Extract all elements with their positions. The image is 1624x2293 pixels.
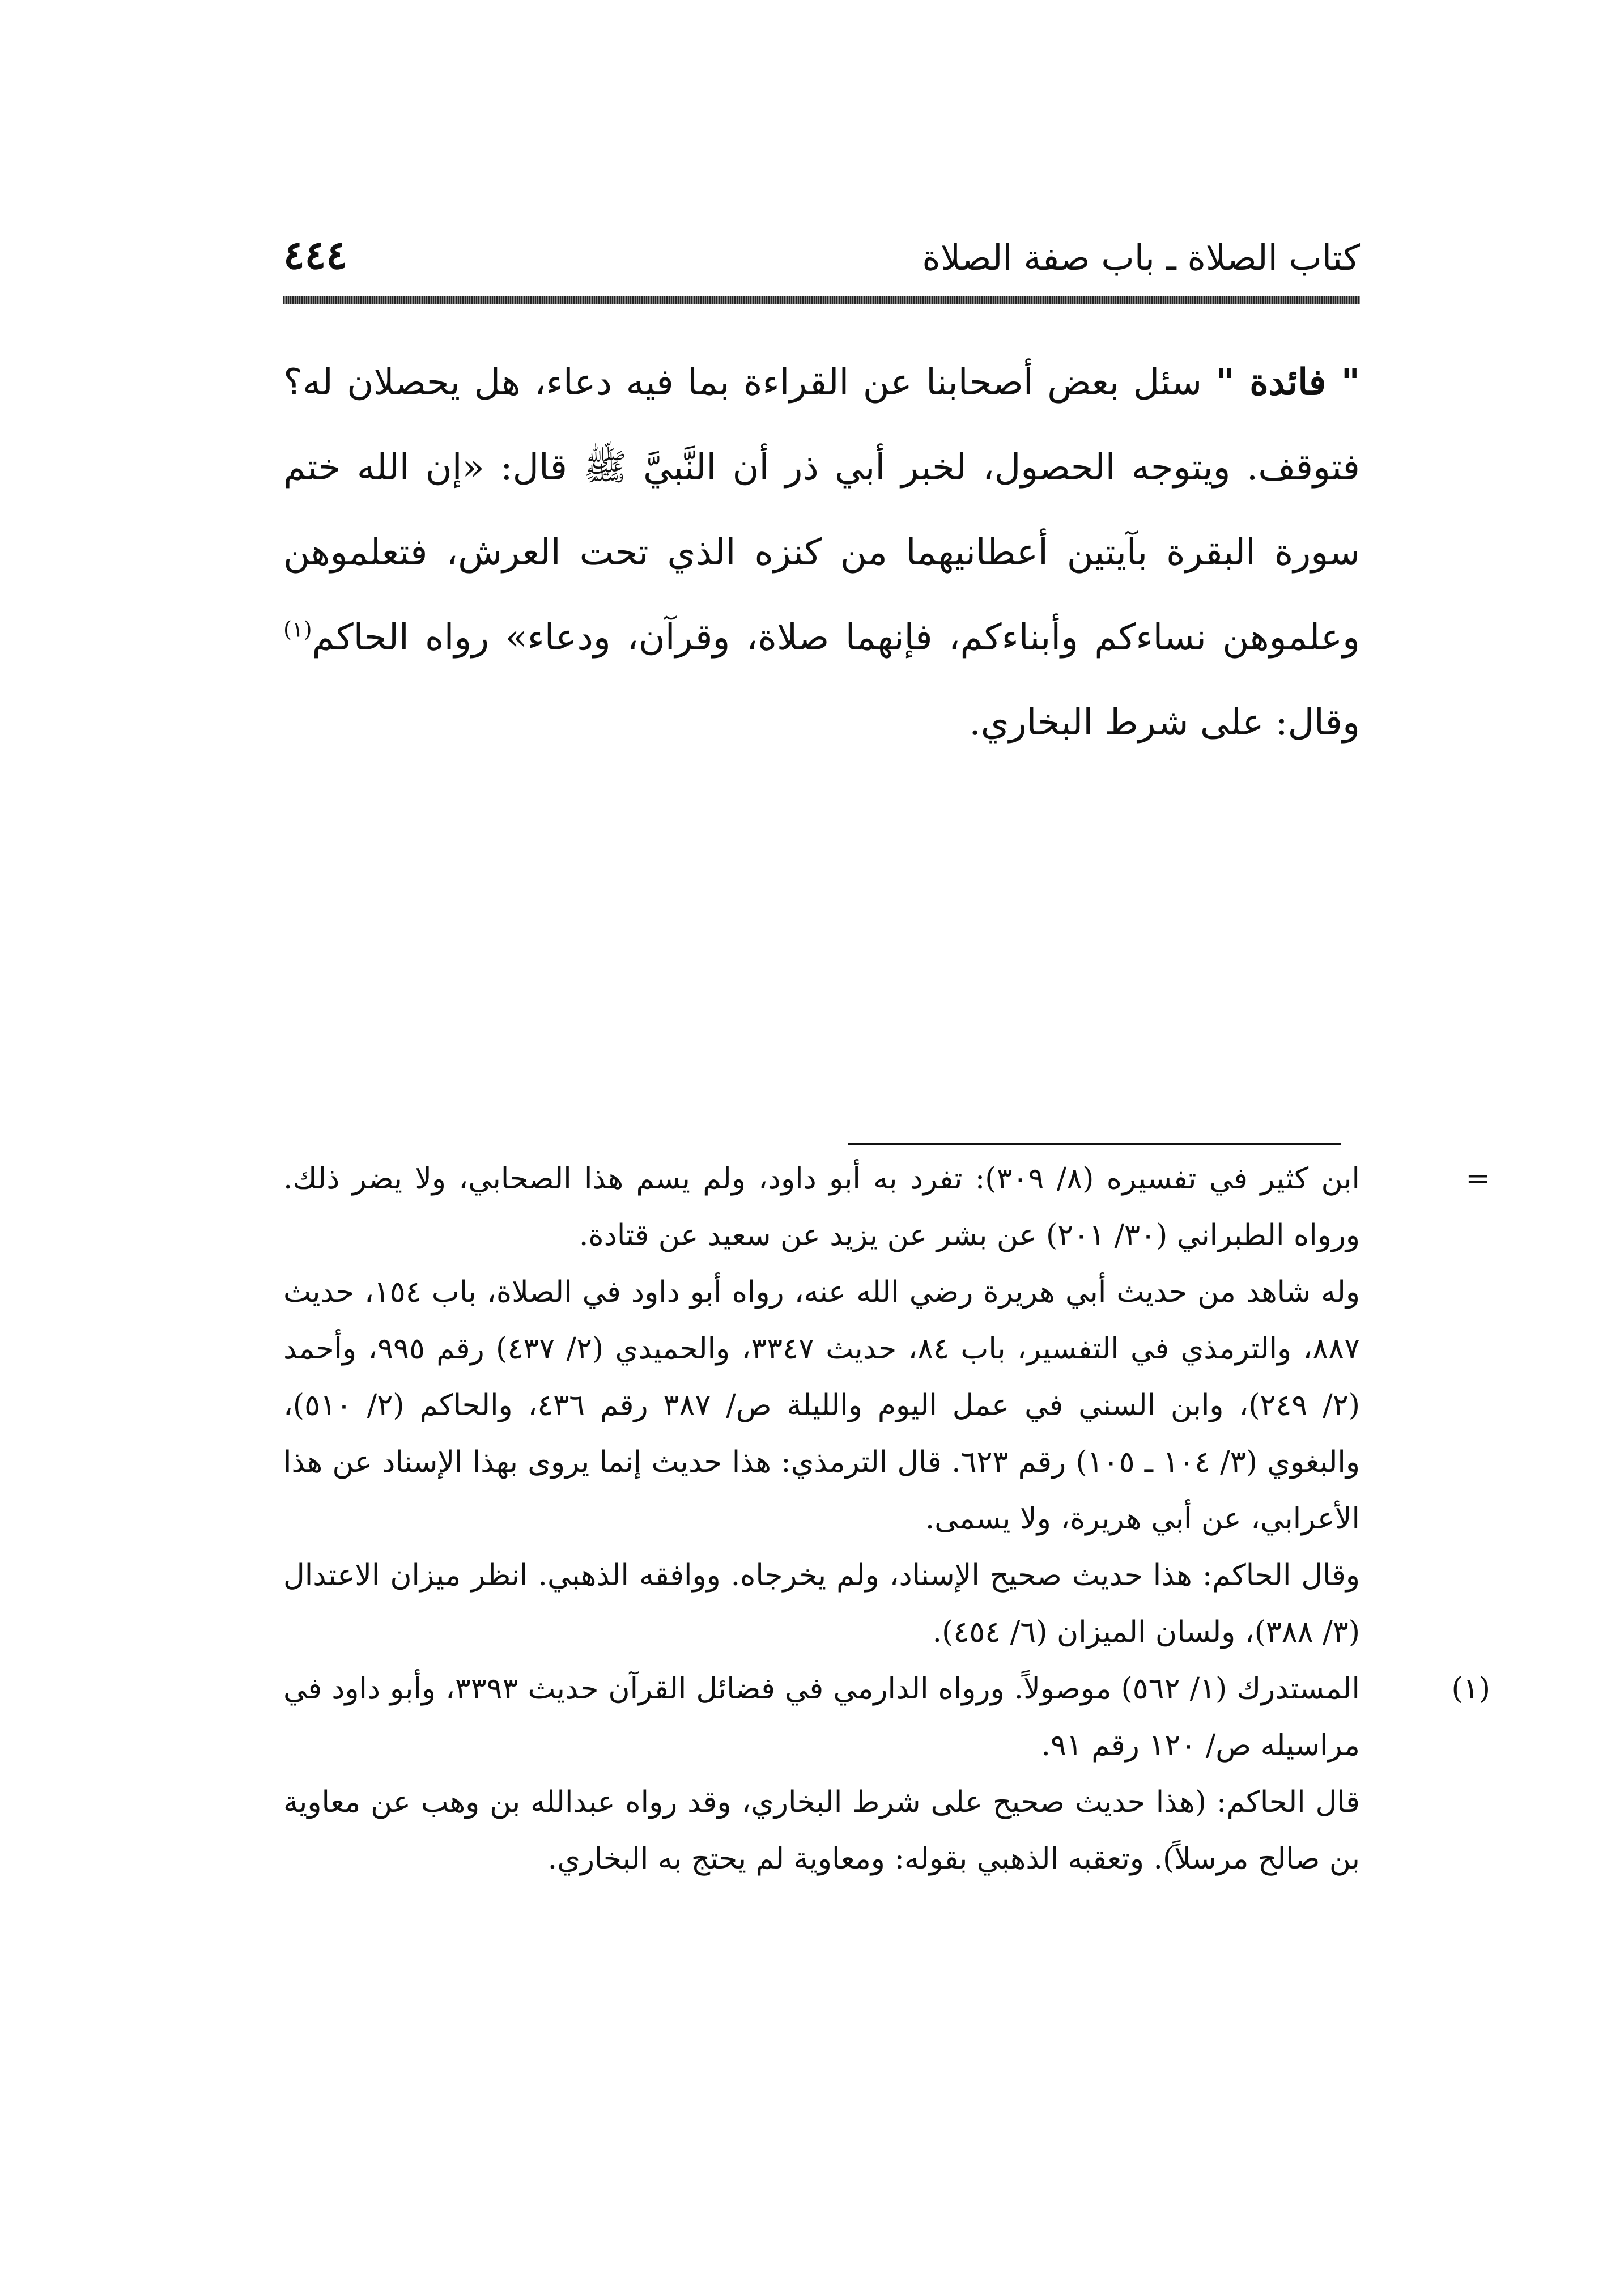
footnote-separator [848, 1143, 1341, 1145]
footnote-paragraph: وله شاهد من حديث أبي هريرة رضي الله عنه، رواه أبو داود في الصلاة، باب ١٥٤، حديث ٨٨٧، والترمذي في التفسير، باب ٨٤، حديث ٣٣٤٧، والحميدي (٢/ ٤٣٧) رقم ٩٩٥، وأحمد (٢/ ٢٤٩)، وابن السني في عمل اليوم والليلة ص/ ٣٨٧ رقم ٤٣٦، والحاكم (٢/ ٥١٠)، والبغوي (٣/ ١٠٤ ـ ١٠٥) رقم ٦٢٣. قال الترمذي: هذا حديث إنما يروى بهذا الإسناد عن هذا الأعرابي، عن أبي هريرة، ولا يسمى. [283, 1275, 1361, 1536]
footnote-1 [283, 1661, 1490, 1887]
benefit-paragraph [283, 340, 1360, 765]
footnote-reference: (١) [283, 617, 312, 643]
running-header [283, 227, 1360, 295]
benefit-text-end: وقال: على شرط البخاري. [969, 702, 1360, 744]
footnote-paragraph: ابن كثير في تفسيره (٨/ ٣٠٩): تفرد به أبو داود، ولم يسم هذا الصحابي، ولا يضر ذلك. ورواه الطبراني (٣٠/ ٢٠١) عن بشر عن يزيد عن سعيد عن قتادة. [283, 1162, 1360, 1252]
chapter-title: كتاب الصلاة ـ باب صفة الصلاة [922, 237, 1360, 278]
footnote-paragraph: قال الحاكم: (هذا حديث صحيح على شرط البخاري، وقد رواه عبدالله بن وهب عن معاوية بن صالح مرسلاً). وتعقبه الذهبي بقوله: ومعاوية لم يحتج به البخاري. [283, 1785, 1360, 1876]
benefit-text: سئل بعض أصحابنا عن القراءة بما فيه دعاء، هل يحصلان له؟ فتوقف. ويتوجه الحصول، لخبر أبي ذر أن النَّبيَّ ﷺ قال: «إن الله ختم سورة البقرة بآيتين أعطانيهما من كنزه الذي تحت العرش، فتعلموهن وعلموهن نساءكم وأبناءكم، فإنهما صلاة، وقرآن، ودعاء» رواه الحاكم [283, 362, 1360, 659]
header-rule [283, 296, 1360, 304]
page-number: ٤٤٤ [283, 231, 347, 278]
footnote-paragraph: المستدرك (١/ ٥٦٢) موصولاً. ورواه الدارمي في فضائل القرآن حديث ٣٣٩٣، وأبو داود في مراسيله ص/ ١٢٠ رقم ٩١. [283, 1672, 1360, 1763]
main-text [283, 340, 1360, 765]
footnote-continuation [283, 1150, 1490, 1661]
footnote-paragraph: وقال الحاكم: هذا حديث صحيح الإسناد، ولم يخرجاه. ووافقه الذهبي. انظر ميزان الاعتدال (٣/ ٣٨٨)، ولسان الميزان (٦/ ٤٥٤). [283, 1559, 1360, 1649]
footnotes [283, 1150, 1490, 1887]
footnote-1-marker: (١) [1451, 1672, 1490, 1706]
benefit-label: " فائدة " [1215, 361, 1361, 404]
continuation-marker: = [1465, 1162, 1490, 1196]
